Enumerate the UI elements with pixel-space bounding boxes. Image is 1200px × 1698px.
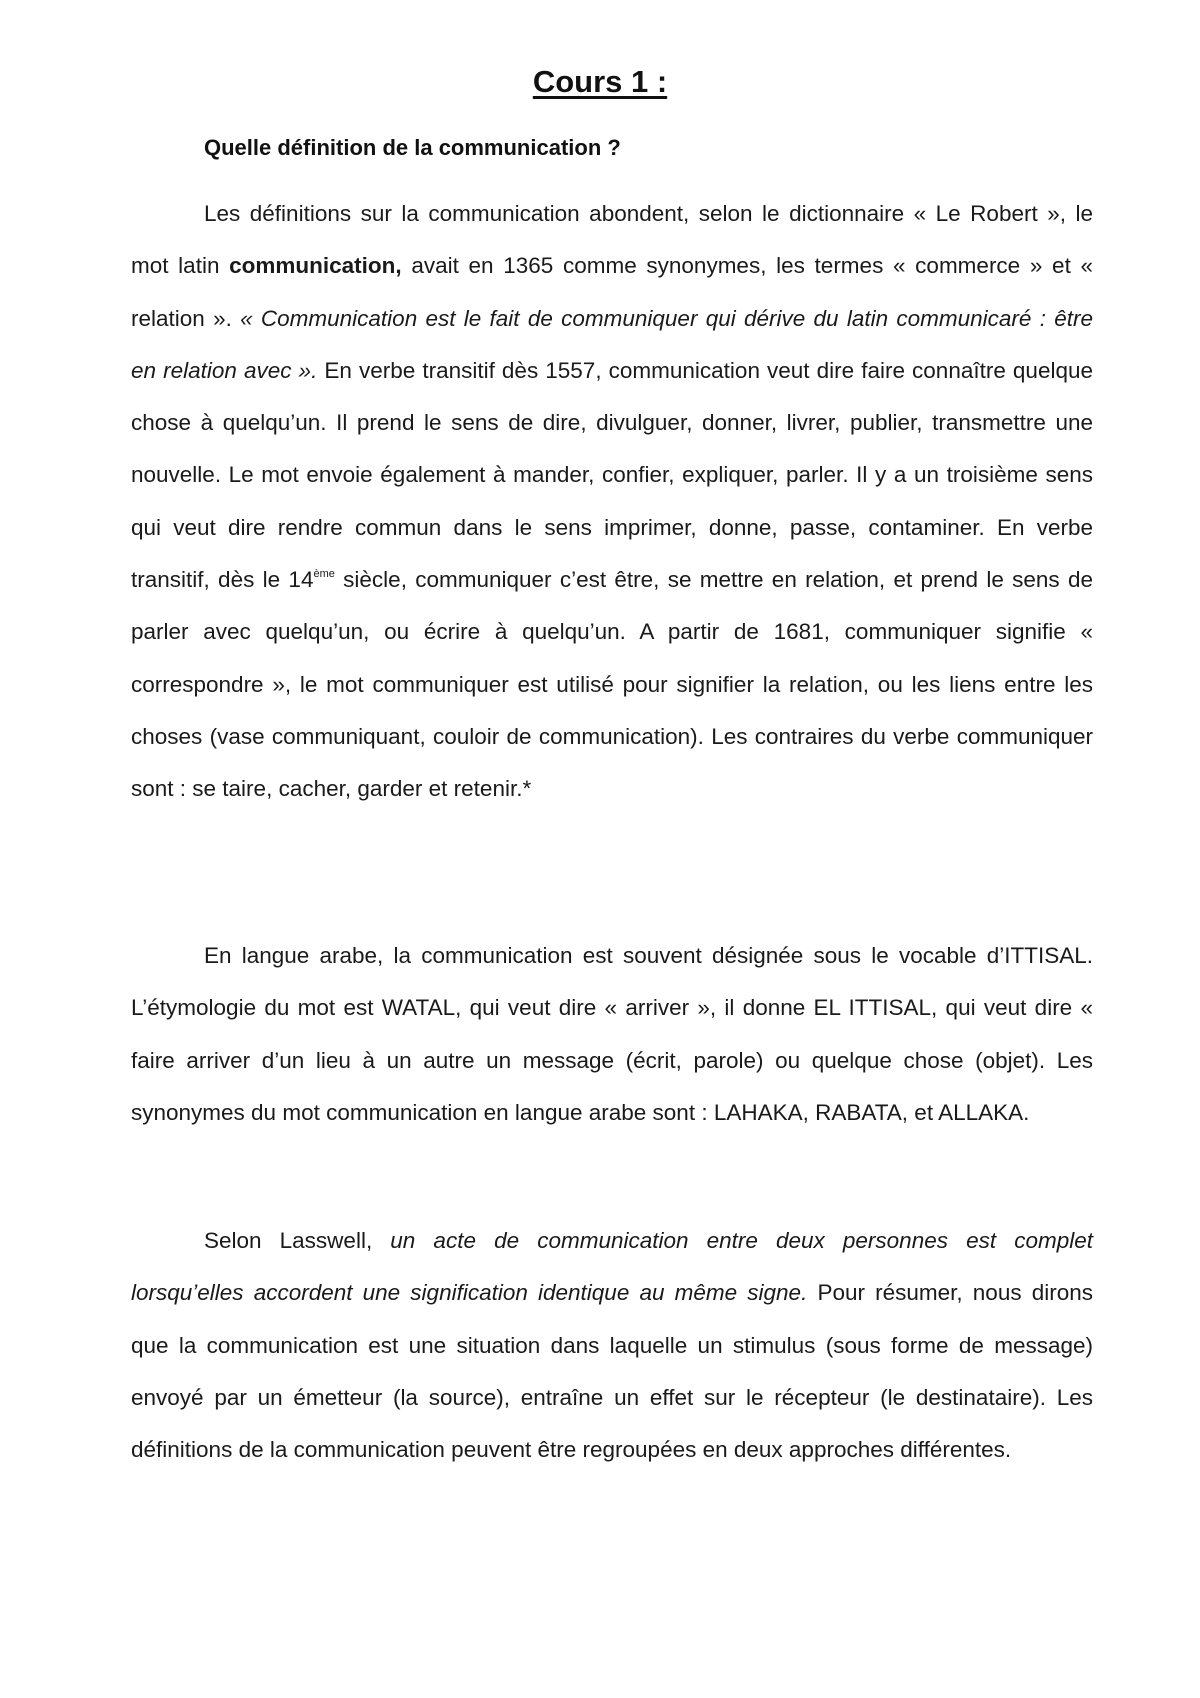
paragraph-definitions [131,188,1093,816]
p1-bold-term: communication, [229,253,402,279]
p1-text-3: En verbe transitif dès 1557, communication veut dire faire connaître quelque chose à quelqu’un. Il prend le sens de dire, divulguer, donner, livrer, publier, transmettre une nouvelle. Le mot envoie également à mander, confier, expliquer, parler. Il y a un troisième sens qui veut dire rendre commun dans le sens imprimer, donne, passe, contaminer. En verbe transitif, dès le 14 [131,357,1093,593]
p3-text-1: Selon Lasswell, [204,1228,391,1253]
p1-superscript: ème [313,568,335,581]
p1-text-2: avait en 1365 comme synonymes, les termes « commerce » et « relation ». [131,253,1094,331]
paragraph-arabic: En langue arabe, la communication est souvent désignée sous le vocable d’ITTISAL. L’étymologie du mot est WATAL, qui veut dire « arriver », il donne EL ITTISAL, qui veut dire « faire arriver d’un lieu à un autre un message (écrit, parole) ou quelque chose (objet). Les synonymes du mot communication en langue arabe sont : LAHAKA, RABATA, et ALLAKA. [131,943,1093,1125]
p1-italic-quote: « Communication est le fait de communiquer qui dérive du latin communicaré : être en relation avec ». [131,305,1093,383]
p1-text-1: Les définitions sur la communication abondent, selon le dictionnaire « Le Robert », le mot latin [131,201,1093,279]
paragraph-lasswell [131,1215,1093,1476]
section-question: Quelle définition de la communication ? [204,135,621,160]
page-title: Cours 1 : [532,64,668,99]
p3-text-2: Pour résumer, nous dirons que la communication est une situation dans laquelle un stimulus (sous forme de message) envoyé par un émetteur (la source), entraîne un effet sur le récepteur (le destinataire). Les définitions de la communication peuvent être regroupées en deux approches différentes. [131,1280,1093,1463]
p1-text-4: siècle, communiquer c’est être, se mettre en relation, et prend le sens de parler avec quelqu’un, ou écrire à quelqu’un. A partir de 1681, communiquer signifie « correspondre », le mot communiquer est utilisé pour signifier la relation, ou les liens entre les choses (vase communiquant, couloir de communication). Les contraires du verbe communiquer sont : se taire, cacher, garder et retenir.* [131,567,1093,802]
p3-italic-definition: un acte de communication entre deux personnes est complet lorsqu’elles accordent une signification identique au même signe. [131,1228,1093,1306]
